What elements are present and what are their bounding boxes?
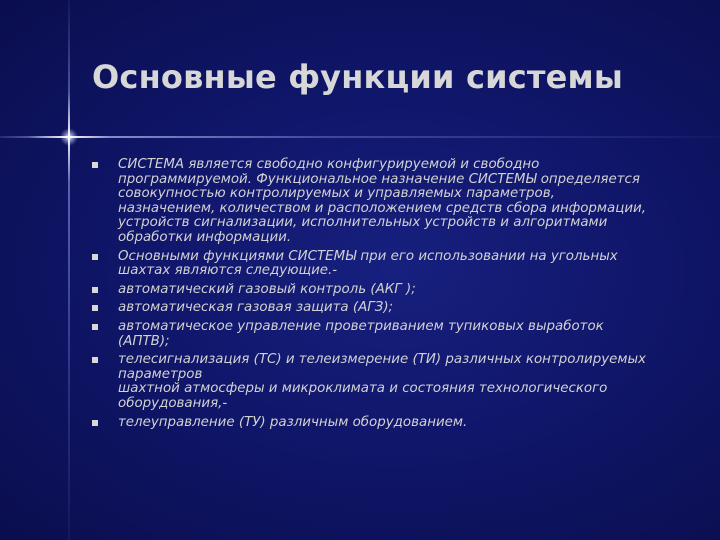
- square-bullet-icon: [92, 254, 98, 260]
- list-item: [92, 320, 682, 349]
- slide-title: Основные функции системы: [92, 58, 624, 96]
- list-item: [92, 158, 682, 246]
- list-item: [92, 283, 682, 298]
- list-item: [92, 416, 682, 431]
- list-item: [92, 353, 682, 411]
- list-item-text: Основными функциями СИСТЕМЫ при его использовании на угольных шахтах являются следующие.-: [118, 248, 618, 279]
- list-item-text: автоматическое управление проветриванием тупиковых выработок (АПТВ);: [118, 318, 604, 349]
- square-bullet-icon: [92, 420, 98, 426]
- square-bullet-icon: [92, 324, 98, 330]
- square-bullet-icon: [92, 287, 98, 293]
- list-item-text: телесигнализация (ТС) и телеизмерение (ТИ) различных контролируемых параметров шахтной атмосферы и микроклимата и состояния технологического оборудования,-: [118, 352, 646, 411]
- list-item-text: автоматический газовый контроль (АКГ );: [118, 281, 416, 297]
- bullet-list: [92, 158, 682, 434]
- list-item-text: автоматическая газовая защита (АГЗ);: [118, 300, 394, 316]
- list-item-text: телеуправление (ТУ) различным оборудованием.: [118, 414, 468, 430]
- square-bullet-icon: [92, 357, 98, 363]
- list-item: [92, 301, 682, 316]
- decorative-vertical-line: [68, 0, 70, 540]
- list-item-text: СИСТЕМА является свободно конфигурируемой и свободно программируемой. Функциональное назначение СИСТЕМЫ определяется совокупностью контролируемых и управляемых параметров, назначением, количеством и расположением средств сбора информации, устройств сигнализации, исполнительных устройств и алгоритмами обработки информации.: [118, 157, 647, 245]
- square-bullet-icon: [92, 162, 98, 168]
- list-item: [92, 250, 682, 279]
- square-bullet-icon: [92, 305, 98, 311]
